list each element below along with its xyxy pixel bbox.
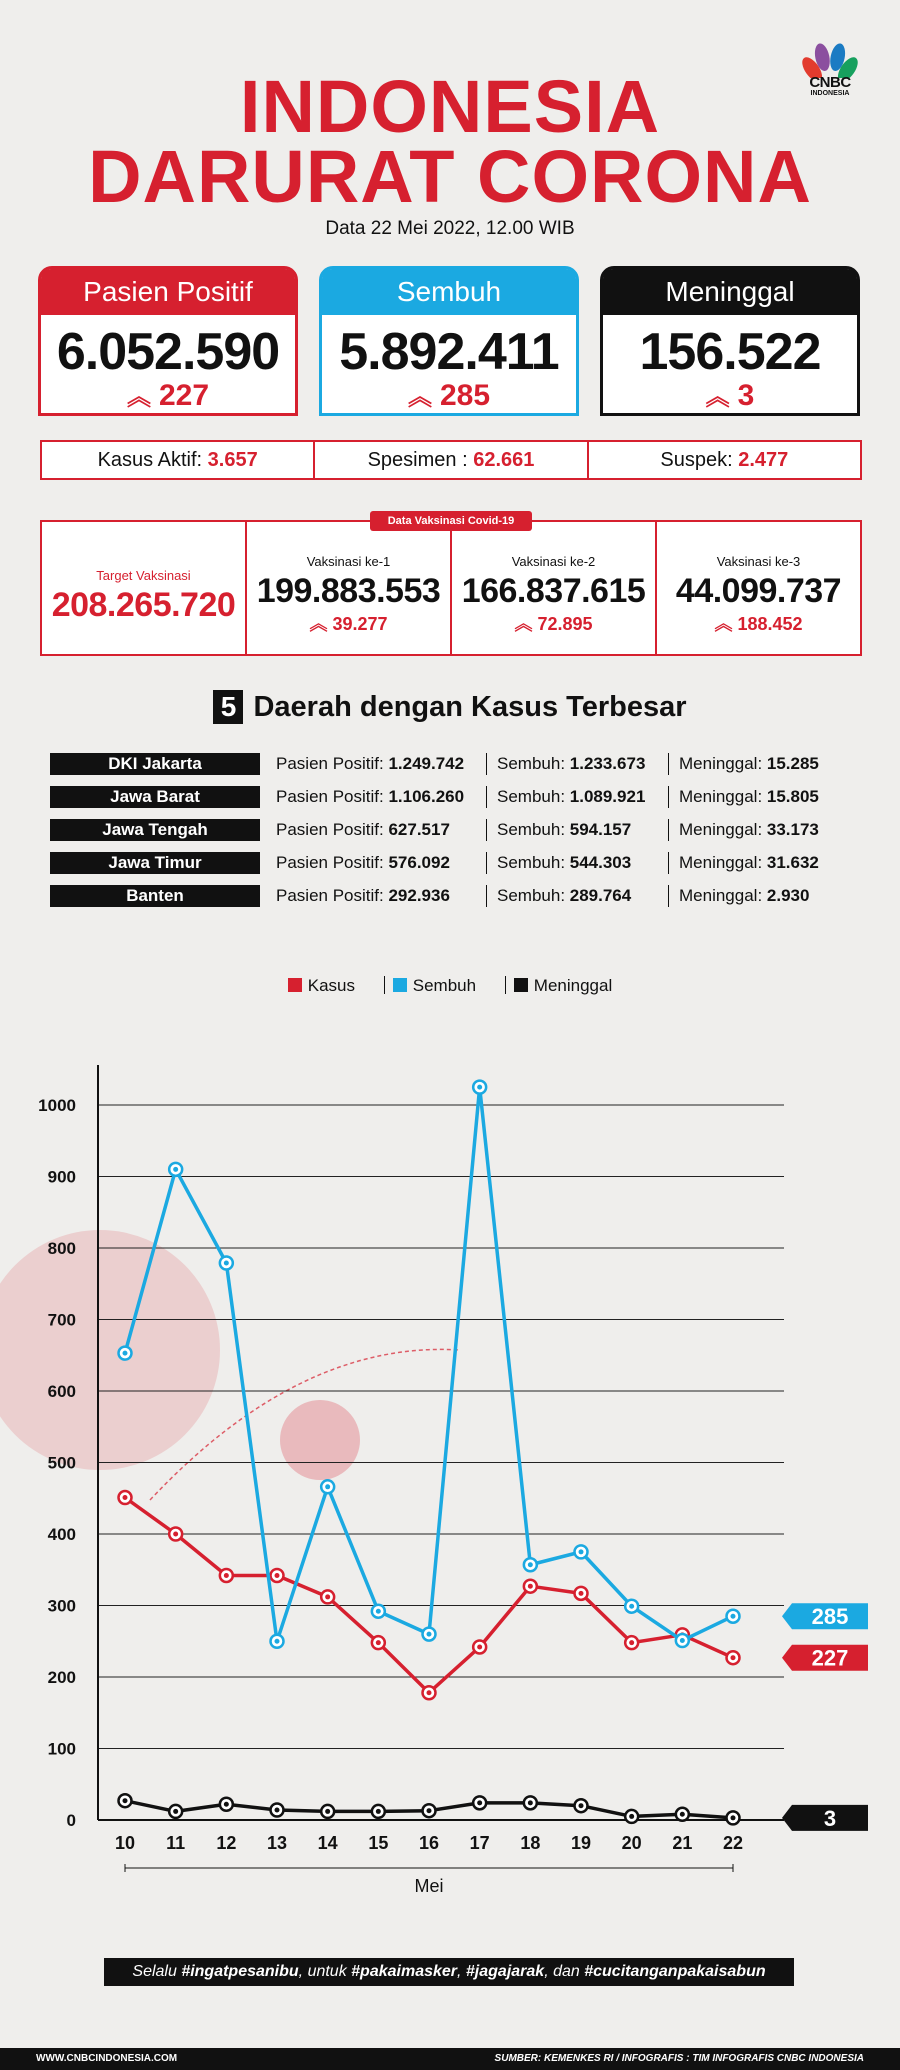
label: Sembuh:	[497, 820, 570, 839]
hashtag-text: Selalu	[132, 1963, 182, 1980]
stat-label: Suspek:	[660, 449, 739, 471]
region-sembuh	[486, 753, 645, 775]
region-name: DKI Jakarta	[50, 753, 260, 775]
data-point-center	[224, 1261, 229, 1266]
data-point-center	[173, 1809, 178, 1814]
data-point-center	[427, 1690, 432, 1695]
card-delta	[322, 381, 576, 413]
dose-label: Vaksinasi ke-1	[306, 554, 391, 569]
stat-label: Spesimen :	[367, 449, 474, 471]
dose-delta-value: 188.452	[737, 614, 803, 634]
data-point-center	[275, 1573, 280, 1578]
stat-value: 2.477	[738, 449, 789, 471]
vaccination-target-label: Target Vaksinasi	[96, 568, 191, 583]
vaccination-panel	[40, 520, 862, 656]
hashtag: #jagajarak	[465, 1963, 545, 1980]
y-tick-label: 200	[47, 1668, 76, 1687]
data-point-center	[528, 1584, 533, 1589]
hashtag-banner	[104, 1958, 794, 1986]
region-positif	[276, 753, 464, 775]
chart-legend	[0, 976, 900, 996]
data-point-center	[680, 1638, 685, 1643]
hashtag-text: ,	[457, 1963, 466, 1980]
end-label-text: 285	[811, 1604, 849, 1630]
stat-label: Kasus Aktif:	[97, 449, 208, 471]
footer-source: SUMBER: KEMENKES RI / INFOGRAFIS : TIM INFOGRAFIS CNBC INDONESIA	[494, 2053, 864, 2064]
x-tick-label: 13	[266, 1833, 288, 1853]
label: Sembuh:	[497, 853, 570, 872]
y-tick-label: 900	[47, 1167, 76, 1187]
y-tick-label: 700	[47, 1310, 76, 1330]
value: 33.173	[766, 820, 819, 839]
y-tick-label: 600	[47, 1382, 76, 1401]
x-tick-label: 17	[469, 1833, 490, 1853]
data-point-center	[477, 1644, 482, 1649]
stat-value: 62.661	[473, 449, 535, 471]
data-point-center	[680, 1812, 685, 1817]
card-sembuh	[319, 266, 579, 416]
end-label-text: 3	[823, 1805, 837, 1831]
legend-item-meninggal	[505, 976, 612, 996]
end-label-sembuh	[782, 1603, 868, 1629]
dose-value: 199.883.553	[256, 572, 441, 610]
hashtag: #pakaimasker	[351, 1963, 458, 1980]
y-tick-label: 300	[47, 1596, 76, 1616]
card-label: Sembuh	[322, 269, 576, 315]
legend-swatch	[288, 978, 302, 992]
legend-label: Sembuh	[412, 976, 477, 995]
data-point-center	[325, 1594, 330, 1599]
region-name: Jawa Tengah	[50, 819, 260, 841]
value: 627.517	[388, 820, 450, 839]
x-tick-label: 18	[520, 1833, 541, 1853]
region-sembuh	[486, 819, 631, 841]
x-tick-label: 12	[216, 1833, 237, 1853]
virus-shape	[280, 1400, 360, 1480]
legend-item-sembuh	[384, 976, 476, 996]
hashtag-text: , dan	[544, 1963, 585, 1980]
data-point-center	[275, 1639, 280, 1644]
title-line-1: INDONESIA	[239, 65, 661, 148]
stat-kasus-aktif	[42, 442, 315, 478]
dose-label: Vaksinasi ke-3	[716, 554, 801, 569]
label: Sembuh:	[497, 754, 570, 773]
dose-value: 166.837.615	[461, 572, 646, 610]
legend-label: Kasus	[307, 976, 355, 995]
vaccination-dose-3	[657, 522, 860, 654]
dose-delta-value: 72.895	[537, 614, 593, 634]
vaccination-header: Data Vaksinasi Covid-19	[370, 511, 532, 531]
data-point-center	[528, 1562, 533, 1567]
region-name: Jawa Barat	[50, 786, 260, 808]
card-delta-value: 227	[158, 379, 210, 412]
region-sembuh	[486, 786, 645, 808]
label: Meninggal:	[679, 787, 767, 806]
x-tick-label: 16	[418, 1833, 440, 1853]
card-pasien-positif	[38, 266, 298, 416]
card-delta	[603, 381, 857, 413]
data-point-center	[579, 1549, 584, 1554]
hashtag: #ingatpesanibu	[181, 1963, 299, 1980]
dose-value: 44.099.737	[675, 572, 842, 610]
card-value: 6.052.590	[56, 323, 280, 381]
x-tick-label: 20	[621, 1833, 642, 1853]
legend-swatch	[514, 978, 528, 992]
dose-delta	[452, 610, 655, 636]
region-positif	[276, 852, 450, 874]
double-chevron-up-icon: ︽	[309, 614, 333, 634]
card-value: 156.522	[639, 323, 821, 381]
data-point-center	[731, 1815, 736, 1820]
data-point-center	[629, 1814, 634, 1819]
x-tick-label: 11	[166, 1833, 186, 1853]
stats-strip	[40, 440, 862, 480]
data-point-center	[629, 1604, 634, 1609]
title-line-2: DARURAT CORONA	[88, 135, 812, 218]
region-sembuh	[486, 852, 631, 874]
data-point-center	[376, 1640, 381, 1645]
x-tick-label: 22	[722, 1833, 744, 1853]
dose-delta	[247, 610, 450, 636]
end-label-meninggal	[782, 1805, 868, 1831]
region-meninggal	[668, 786, 819, 808]
label: Meninggal:	[679, 886, 767, 905]
data-point-center	[731, 1655, 736, 1660]
value: 1.106.260	[388, 787, 465, 806]
data-point-center	[224, 1802, 229, 1807]
dose-delta-value: 39.277	[332, 614, 388, 634]
label: Pasien Positif:	[276, 787, 389, 806]
value: 15.285	[766, 754, 819, 773]
double-chevron-up-icon: ︽	[705, 384, 730, 411]
value: 576.092	[388, 853, 450, 872]
label: Meninggal:	[679, 820, 767, 839]
data-point-center	[325, 1484, 330, 1489]
data-point-center	[224, 1573, 229, 1578]
data-point-center	[427, 1632, 432, 1637]
end-label-text: 227	[811, 1645, 849, 1671]
y-tick-label: 500	[47, 1453, 76, 1473]
card-value: 5.892.411	[339, 323, 559, 381]
data-point-center	[123, 1351, 128, 1356]
value: 1.249.742	[388, 754, 465, 773]
label: Sembuh:	[497, 886, 570, 905]
vaccination-target-value: 208.265.720	[51, 586, 236, 624]
x-tick-label: 14	[317, 1833, 338, 1853]
regions-title-text: Daerah dengan Kasus Terbesar	[253, 690, 687, 723]
value: 289.764	[569, 886, 632, 905]
hashtag-text: , untuk	[298, 1963, 352, 1980]
y-tick-label: 1000	[38, 1096, 76, 1115]
double-chevron-up-icon: ︽	[514, 614, 538, 634]
data-point-center	[275, 1807, 280, 1812]
value: 1.233.673	[569, 754, 646, 773]
region-meninggal	[668, 819, 819, 841]
region-row	[50, 786, 870, 808]
data-point-center	[123, 1495, 128, 1500]
label: Pasien Positif:	[276, 886, 389, 905]
footer	[0, 2048, 900, 2070]
logo-subtext: INDONESIA	[810, 90, 850, 97]
stat-suspek	[589, 442, 860, 478]
value: 31.632	[766, 853, 819, 872]
data-point-center	[173, 1167, 178, 1172]
card-delta	[41, 381, 295, 413]
data-point-center	[629, 1640, 634, 1645]
x-tick-label: 21	[672, 1833, 693, 1853]
data-point-center	[376, 1809, 381, 1814]
legend-swatch	[393, 978, 407, 992]
region-meninggal	[668, 885, 809, 907]
line-chart	[0, 1020, 900, 1900]
data-point-center	[579, 1591, 584, 1596]
label: Sembuh:	[497, 787, 570, 806]
data-point-center	[427, 1808, 432, 1813]
x-tick-label: 10	[114, 1833, 136, 1853]
double-chevron-up-icon: ︽	[126, 384, 151, 411]
x-tick-label: 19	[570, 1833, 592, 1853]
value: 544.303	[569, 853, 632, 872]
data-point-center	[477, 1800, 482, 1805]
value: 594.157	[569, 820, 632, 839]
region-meninggal	[668, 753, 819, 775]
data-point-center	[376, 1609, 381, 1614]
y-tick-label: 100	[47, 1739, 76, 1759]
legend-divider	[505, 976, 506, 994]
data-point-center	[528, 1800, 533, 1805]
label: Pasien Positif:	[276, 853, 389, 872]
stat-value: 3.657	[207, 449, 258, 471]
data-point-center	[731, 1614, 736, 1619]
data-date: Data 22 Mei 2022, 12.00 WIB	[325, 218, 575, 239]
region-row	[50, 885, 870, 907]
x-tick-label: 15	[368, 1833, 389, 1853]
card-delta-value: 285	[439, 379, 491, 412]
region-row	[50, 852, 870, 874]
value: 15.805	[766, 787, 819, 806]
value: 1.089.921	[569, 787, 646, 806]
data-point-center	[123, 1798, 128, 1803]
data-point-center	[325, 1809, 330, 1814]
region-name: Jawa Timur	[50, 852, 260, 874]
region-row	[50, 753, 870, 775]
card-label: Pasien Positif	[41, 269, 295, 315]
double-chevron-up-icon: ︽	[407, 384, 432, 411]
x-axis-label: Mei	[414, 1876, 444, 1896]
series-line-kasus	[125, 1498, 733, 1693]
y-tick-label: 0	[66, 1811, 76, 1830]
vaccination-target	[42, 522, 247, 654]
region-meninggal	[668, 852, 819, 874]
region-positif	[276, 786, 464, 808]
region-sembuh	[486, 885, 631, 907]
legend-item-kasus	[288, 976, 355, 996]
data-point-center	[579, 1803, 584, 1808]
vaccination-dose-2	[452, 522, 657, 654]
footer-website: WWW.CNBCINDONESIA.COM	[36, 2053, 178, 2064]
card-delta-value: 3	[737, 379, 755, 412]
vaccination-dose-1	[247, 522, 452, 654]
virus-shape	[0, 1230, 220, 1470]
regions-number: 5	[213, 690, 243, 724]
region-positif	[276, 885, 450, 907]
y-tick-label: 400	[47, 1525, 76, 1544]
card-meninggal	[600, 266, 860, 416]
region-row	[50, 819, 870, 841]
value: 2.930	[766, 886, 810, 905]
dose-delta	[657, 610, 860, 636]
label: Pasien Positif:	[276, 820, 389, 839]
dose-label: Vaksinasi ke-2	[511, 554, 596, 569]
data-point-center	[173, 1532, 178, 1537]
end-label-kasus	[782, 1645, 868, 1671]
y-tick-label: 800	[47, 1239, 76, 1258]
region-name: Banten	[50, 885, 260, 907]
label: Pasien Positif:	[276, 754, 389, 773]
label: Meninggal:	[679, 754, 767, 773]
region-positif	[276, 819, 450, 841]
legend-label: Meninggal	[533, 976, 613, 995]
data-point-center	[477, 1085, 482, 1090]
double-chevron-up-icon: ︽	[714, 614, 738, 634]
logo-text: CNBC	[809, 74, 851, 91]
card-label: Meninggal	[603, 269, 857, 315]
stat-spesimen	[315, 442, 588, 478]
hashtag: #cucitanganpakaisabun	[584, 1963, 766, 1980]
label: Meninggal:	[679, 853, 767, 872]
regions-title	[0, 690, 900, 724]
legend-divider	[384, 976, 385, 994]
value: 292.936	[388, 886, 450, 905]
